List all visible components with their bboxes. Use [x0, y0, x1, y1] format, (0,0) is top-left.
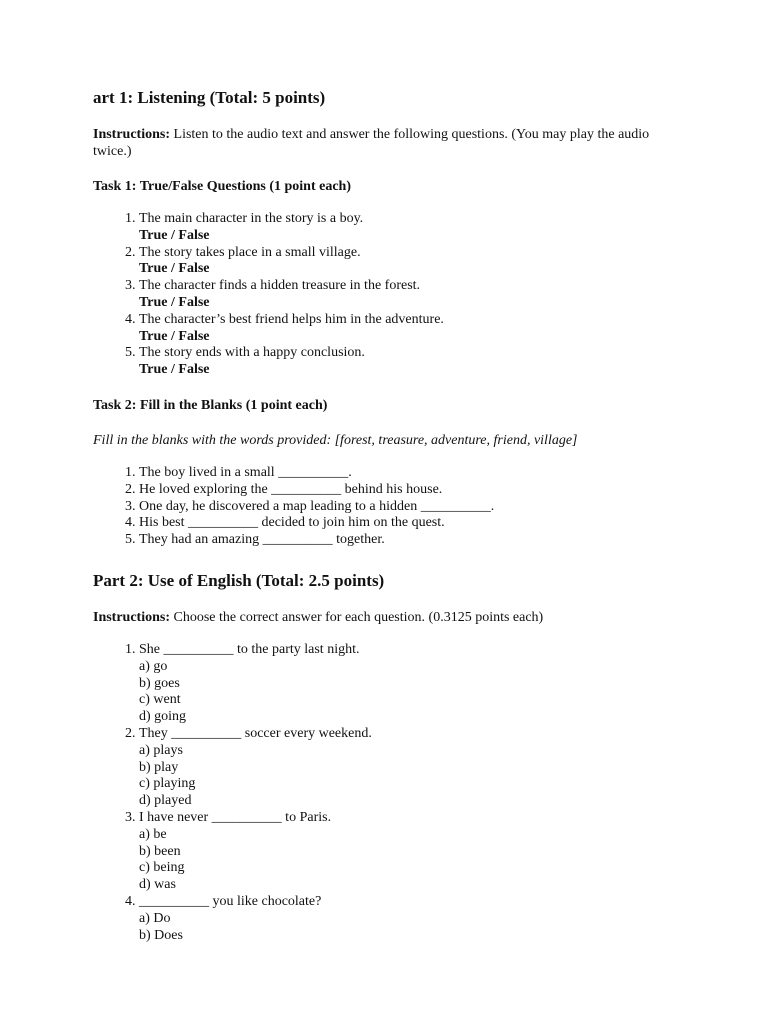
multiple-choice-list	[93, 642, 683, 944]
list-item: 2. He loved exploring the __________ behind his house.	[139, 482, 683, 499]
question-text: The character’s best friend helps him in the adventure.	[139, 311, 444, 327]
list-item	[139, 810, 683, 894]
list-item	[139, 312, 683, 346]
answer-option: c) being	[139, 860, 185, 876]
answer-option: b) Does	[139, 927, 183, 943]
true-false-list	[93, 211, 683, 379]
list-item	[139, 642, 683, 726]
instructions-label: Instructions:	[93, 127, 171, 142]
list-item	[139, 345, 683, 379]
task1-heading: Task 1: True/False Questions (1 point each)	[93, 179, 351, 194]
question-text: I have never __________ to Paris.	[139, 809, 332, 825]
true-false-choice: True / False	[139, 328, 210, 344]
answer-option: d) was	[139, 877, 176, 893]
true-false-choice: True / False	[139, 362, 210, 378]
list-item	[139, 245, 683, 279]
document-page	[93, 88, 683, 944]
list-item	[139, 211, 683, 245]
question-text: __________ you like chocolate?	[139, 893, 322, 909]
question-text: She __________ to the party last night.	[139, 641, 360, 657]
question-text: The main character in the story is a boy.	[139, 211, 364, 226]
true-false-choice: True / False	[139, 294, 210, 310]
part1-title: art 1: Listening (Total: 5 points)	[93, 88, 326, 107]
answer-option: d) going	[139, 709, 187, 725]
task2-instruction: Fill in the blanks with the words provided: [forest, treasure, adventure, friend, village]	[93, 432, 578, 448]
list-item: 4. His best __________ decided to join him on the quest.	[139, 515, 683, 532]
list-item: 1. The boy lived in a small __________.	[139, 465, 683, 482]
task2-heading: Task 2: Fill in the Blanks (1 point each)	[93, 397, 328, 413]
answer-option: b) play	[139, 759, 179, 775]
answer-option: a) plays	[139, 742, 183, 758]
list-item	[139, 726, 683, 810]
fill-blanks-list	[93, 465, 683, 549]
answer-option: b) goes	[139, 675, 180, 691]
instructions-text: Choose the correct answer for each question. (0.3125 points each)	[170, 609, 544, 625]
question-text: The character finds a hidden treasure in the forest.	[139, 278, 421, 294]
instructions-text: Listen to the audio text and answer the following questions. (You may play the audio twice.)	[93, 127, 650, 159]
question-text: They __________ soccer every weekend.	[139, 725, 372, 741]
list-item: 3. One day, he discovered a map leading to a hidden __________.	[139, 499, 683, 516]
list-item: 5. They had an amazing __________ together.	[139, 532, 683, 549]
part2-instructions	[93, 609, 683, 626]
answer-option: a) be	[139, 826, 167, 842]
true-false-choice: True / False	[139, 261, 210, 277]
question-text: The story takes place in a small village.	[139, 244, 361, 260]
answer-option: a) Do	[139, 910, 171, 926]
answer-option: c) playing	[139, 776, 196, 792]
answer-option: c) went	[139, 692, 181, 708]
instructions-label: Instructions:	[93, 609, 171, 625]
answer-option: a) go	[139, 658, 168, 674]
list-item	[139, 278, 683, 312]
question-text: The story ends with a happy conclusion.	[139, 345, 365, 361]
list-item	[139, 894, 683, 944]
part1-instructions	[93, 126, 683, 160]
answer-option: d) played	[139, 793, 192, 809]
true-false-choice: True / False	[139, 227, 210, 243]
part2-title: Part 2: Use of English (Total: 2.5 points)	[93, 570, 385, 590]
answer-option: b) been	[139, 843, 181, 859]
